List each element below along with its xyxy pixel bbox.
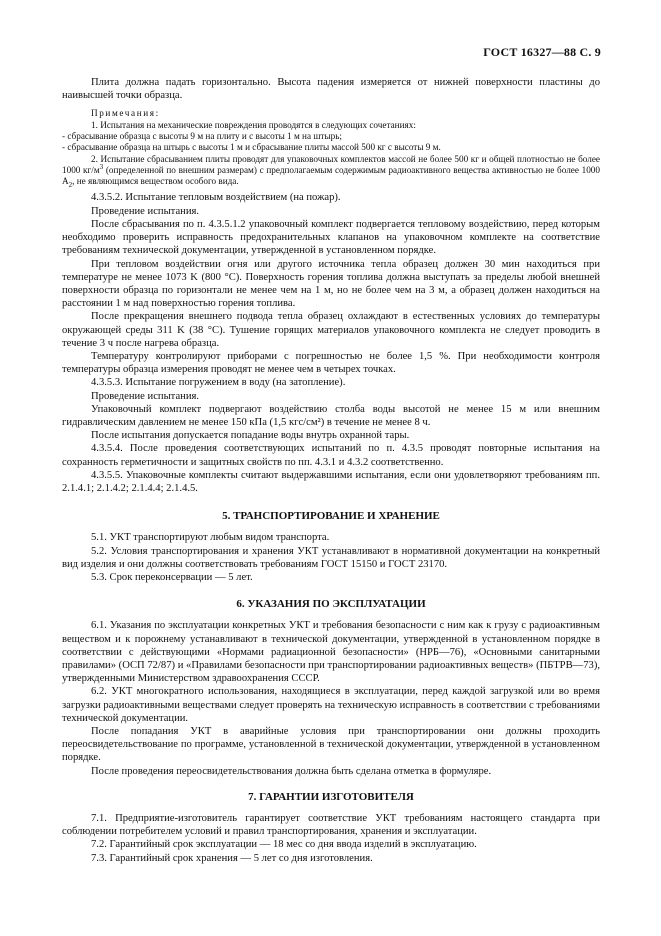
test-procedure-heading-2: Проведение испытания. [91,390,200,402]
paragraph-temperature: Температуру контролируют приборами с погрешностью не более 1,5 %. При необходимости контроля температуры образца измерения проводят не менее чем в четырех точках. [62,350,600,376]
note-2-sub: 2 [68,181,73,190]
clause-6-2: 6.2. УКТ многократного использования, находящиеся в эксплуатации, перед каждой загрузкой или во время загрузки радиоактивными веществами следует проверять на техническую исправность в соответствии с требованиями технической документации. [62,686,600,724]
clause-7-1: 7.1. Предприятие-изготовитель гарантирует соответствие УКТ требованиям настоящего стандарта при соблюдении потребителем условий и правил транспортирования, хранения и эксплуатации. [62,813,600,838]
section-6-title: 6. УКАЗАНИЯ ПО ЭКСПЛУАТАЦИИ [236,598,426,611]
note-1: 1. Испытания на механические повреждения проводятся в следующих сочетаниях: [91,119,416,130]
note-2-part-b: (определенной по внешним размерам) с предполагаемым содержимым радиоактивного вещества активностью не более 1000 A [62,164,600,187]
notes-heading: Примечания: [91,108,160,119]
clause-5-1: 5.1. УКТ транспортируют любым видом транспорта. [91,532,330,544]
paragraph-drop: Плита должна падать горизонтально. Высота падения измеряется от нижней поверхности пластины до наивысшей точки образца. [62,77,600,102]
paragraph-emergency: После попадания УКТ в аварийные условия при транспортировании они должны проходить переосвидетельствование по программе, установленной в технической документации, утвержденной в установленном порядке. [62,726,600,764]
clause-5-3: 5.3. Срок переконсервации — 5 лет. [91,571,253,583]
section-7-title: 7. ГАРАНТИИ ИЗГОТОВИТЕЛЯ [248,790,414,803]
paragraph-record: После проведения переосвидетельствования должна быть сделана отметка в формуляре. [91,765,492,777]
notes-block [62,108,600,190]
note-1-item-2: - сбрасывание образца на штырь с высоты 1 м и сбрасывание плиты массой 500 кг с высоты 9 м. [62,142,441,153]
clause-5-2: 5.2. Условия транспортирования и хранения УКТ устанавливают в нормативной документации на конкретный вид изделия и они должны соответствовать требованиям ГОСТ 15150 и ГОСТ 23170. [62,545,600,570]
clause-4-3-5-4: 4.3.5.4. После проведения соответствующих испытаний по п. 4.3.5 проводят повторные испытания на сохранность герметичности и защитных свойств по пп. 4.3.1 и 4.3.2 соответственно. [62,443,600,468]
clause-4-3-5-2: 4.3.5.2. Испытание тепловым воздействием (на пожар). [91,192,341,204]
clause-4-3-5-5: 4.3.5.5. Упаковочные комплекты считают выдержавшими испытания, если они удовлетворяют требованиям пп. 2.1.4.1; 2.1.4.2; 2.1.4.4; 2.1.4.5. [62,469,600,494]
clause-4-3-5-3: 4.3.5.3. Испытание погружением в воду (на затопление). [91,377,346,389]
page-content [62,76,600,865]
section-5-title: 5. ТРАНСПОРТИРОВАНИЕ И ХРАНЕНИЕ [222,510,440,523]
paragraph-after-drop: После сбрасывания по п. 4.3.5.1.2 упаковочный комплект подвергается тепловому воздействию, перед которым необходимо проверить исправность предохранительных клапанов на упаковочном комплекте на соответствие требованиям технической документации, утвержденной в установленном порядке. [62,218,600,257]
note-2-part-c: , не являющимся веществом особого вида. [72,176,239,187]
clause-7-2: 7.2. Гарантийный срок эксплуатации — 18 мес со дня ввода изделий в эксплуатацию. [91,839,477,851]
note-1-item-1: - сбрасывание образца с высоты 9 м на плиту и с высоты 1 м на штырь; [62,131,342,141]
clause-6-1: 6.1. Указания по эксплуатации конкретных УКТ и требования безопасности с ним как к грузу с радиоактивным веществом и к порожнему устанавливают в технической документации, утвержденной в установленном порядке в соответствии с действующими «Нормами радиационной безопасности» (НРБ—76), «Основными санитарными правилами» (ОСП 72/87) и «Правилами безопасности при транспортировании радиоактивных веществ» (ПБТРВ—73), утвержденными Министерством здравоохранения СССР. [62,620,600,685]
note-2 [62,154,600,188]
note-2-part-a: 2. Испытание сбрасыванием плиты проводят для упаковочных комплектов массой не более 500 кг и общей плотностью не более 1000 кг/м [62,153,600,175]
note-2-sup: 3 [99,162,104,171]
clause-7-3: 7.3. Гарантийный срок хранения — 5 лет со дня изготовления. [91,852,373,864]
paragraph-water: Упаковочный комплект подвергают воздействию столба воды высотой не менее 15 м или внешним гидравлическим давлением не менее 150 кПа (1,5 кгс/см²) в течение не менее 8 ч. [62,403,600,428]
paragraph-cooling: После прекращения внешнего подвода тепла образец охлаждают в естественных условиях до температуры окружающей среды 311 K (38 °C). Тушение горящих материалов упаковочного комплекта не следует проводить в течение 3 ч после нагрева образца. [62,311,600,349]
test-procedure-heading-1: Проведение испытания. [91,205,200,217]
paragraph-water-after: После испытания допускается попадание воды внутрь охранной тары. [91,430,410,442]
paragraph-fire: При тепловом воздействии огня или другого источника тепла образец должен 30 мин находиться при температуре не менее 1073 K (800 °C). Поверхность горения топлива должна выступать за пределы любой внешней поверхности образца по горизонтали не менее чем на 1 м, но не более чем на 3 м, а образец должен находиться на расстоянии 1 м над поверхностью горения топлива. [62,258,600,310]
page-header: ГОСТ 16327—88 С. 9 [483,45,601,59]
